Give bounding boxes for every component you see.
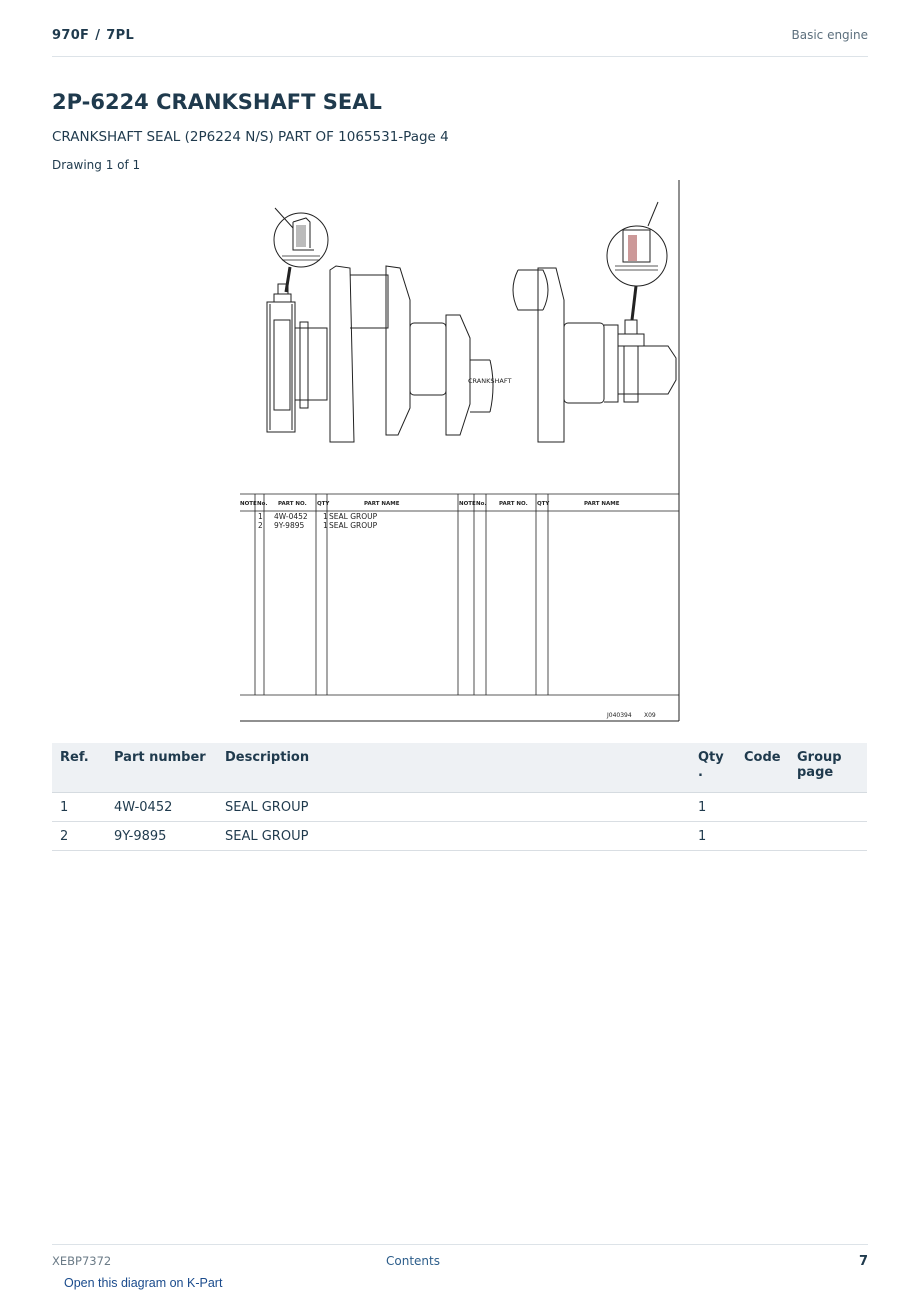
right-seal-detail [607, 202, 667, 320]
page-title: 2P-6224 CRANKSHAFT SEAL [52, 90, 382, 114]
section-name: Basic engine [791, 28, 868, 42]
col-qty: Qty . [690, 743, 736, 793]
drawing-col-qty: QTY [317, 501, 330, 507]
drawing-row-no: 2 [258, 521, 263, 530]
drawing-col-no-2: No. [476, 501, 487, 507]
diagram-svg [238, 180, 683, 725]
row-code [736, 793, 789, 822]
drawing-col-note-2: NOTE [459, 501, 476, 507]
drawing-col-note: NOTE [240, 501, 257, 507]
table-row [52, 822, 867, 851]
drawing-row-qty: 1 [323, 521, 328, 530]
drawing-parts-table [240, 494, 679, 695]
crankshaft-callout: CRANKSHAFT [468, 377, 512, 385]
drawing-col-partno-2: PART NO. [499, 501, 528, 507]
drawing-col-name-2: PART NAME [584, 501, 620, 507]
page-number: 7 [858, 1254, 868, 1269]
left-flange-drawing [267, 284, 327, 432]
parts-table [52, 743, 867, 851]
right-hub-drawing [618, 320, 676, 402]
page-header [52, 28, 868, 57]
row-group-page [789, 822, 867, 851]
model-name: 970F [52, 28, 90, 43]
row-description: SEAL GROUP [217, 822, 690, 851]
drawing-row-name: SEAL GROUP [329, 512, 378, 521]
row-part-number: 9Y-9895 [106, 822, 217, 851]
parts-table-header [52, 743, 867, 793]
row-description: SEAL GROUP [217, 793, 690, 822]
parts-diagram[interactable] [238, 180, 683, 725]
col-group-page: Group page [789, 743, 867, 793]
table-row [52, 793, 867, 822]
drawing-ref-code: J040394 [607, 712, 632, 719]
drawing-col-no: No. [257, 501, 268, 507]
drawing-row-qty: 1 [323, 512, 328, 521]
drawing-ref-suffix: X09 [644, 712, 656, 719]
col-description: Description [217, 743, 690, 793]
page-subtitle: CRANKSHAFT SEAL (2P6224 N/S) PART OF 1065531-Page 4 [52, 129, 449, 145]
row-qty: 1 [690, 793, 736, 822]
row-code [736, 822, 789, 851]
open-kpart-link[interactable]: Open this diagram on K-Part [64, 1276, 223, 1290]
model-separator: / [95, 28, 101, 43]
col-part-number: Part number [106, 743, 217, 793]
row-group-page [789, 793, 867, 822]
row-part-number: 4W-0452 [106, 793, 217, 822]
col-ref: Ref. [52, 743, 106, 793]
row-qty: 1 [690, 822, 736, 851]
model-serial [52, 28, 134, 43]
drawing-row-name: SEAL GROUP [329, 521, 378, 530]
left-seal-detail [274, 208, 328, 292]
drawing-row-partno: 9Y-9895 [274, 521, 305, 530]
contents-link[interactable]: Contents [386, 1254, 440, 1268]
serial-prefix: 7PL [106, 28, 135, 43]
drawing-col-partno: PART NO. [278, 501, 307, 507]
page-footer [52, 1244, 868, 1275]
drawing-row-no: 1 [258, 512, 263, 521]
drawing-count: Drawing 1 of 1 [52, 158, 141, 172]
drawing-col-qty-2: QTY [537, 501, 550, 507]
document-id: XEBP7372 [52, 1254, 112, 1268]
drawing-col-name: PART NAME [364, 501, 400, 507]
drawing-row-partno: 4W-0452 [274, 512, 308, 521]
col-code: Code [736, 743, 789, 793]
crankshaft-drawing [330, 266, 618, 442]
row-ref: 1 [52, 793, 106, 822]
row-ref: 2 [52, 822, 106, 851]
